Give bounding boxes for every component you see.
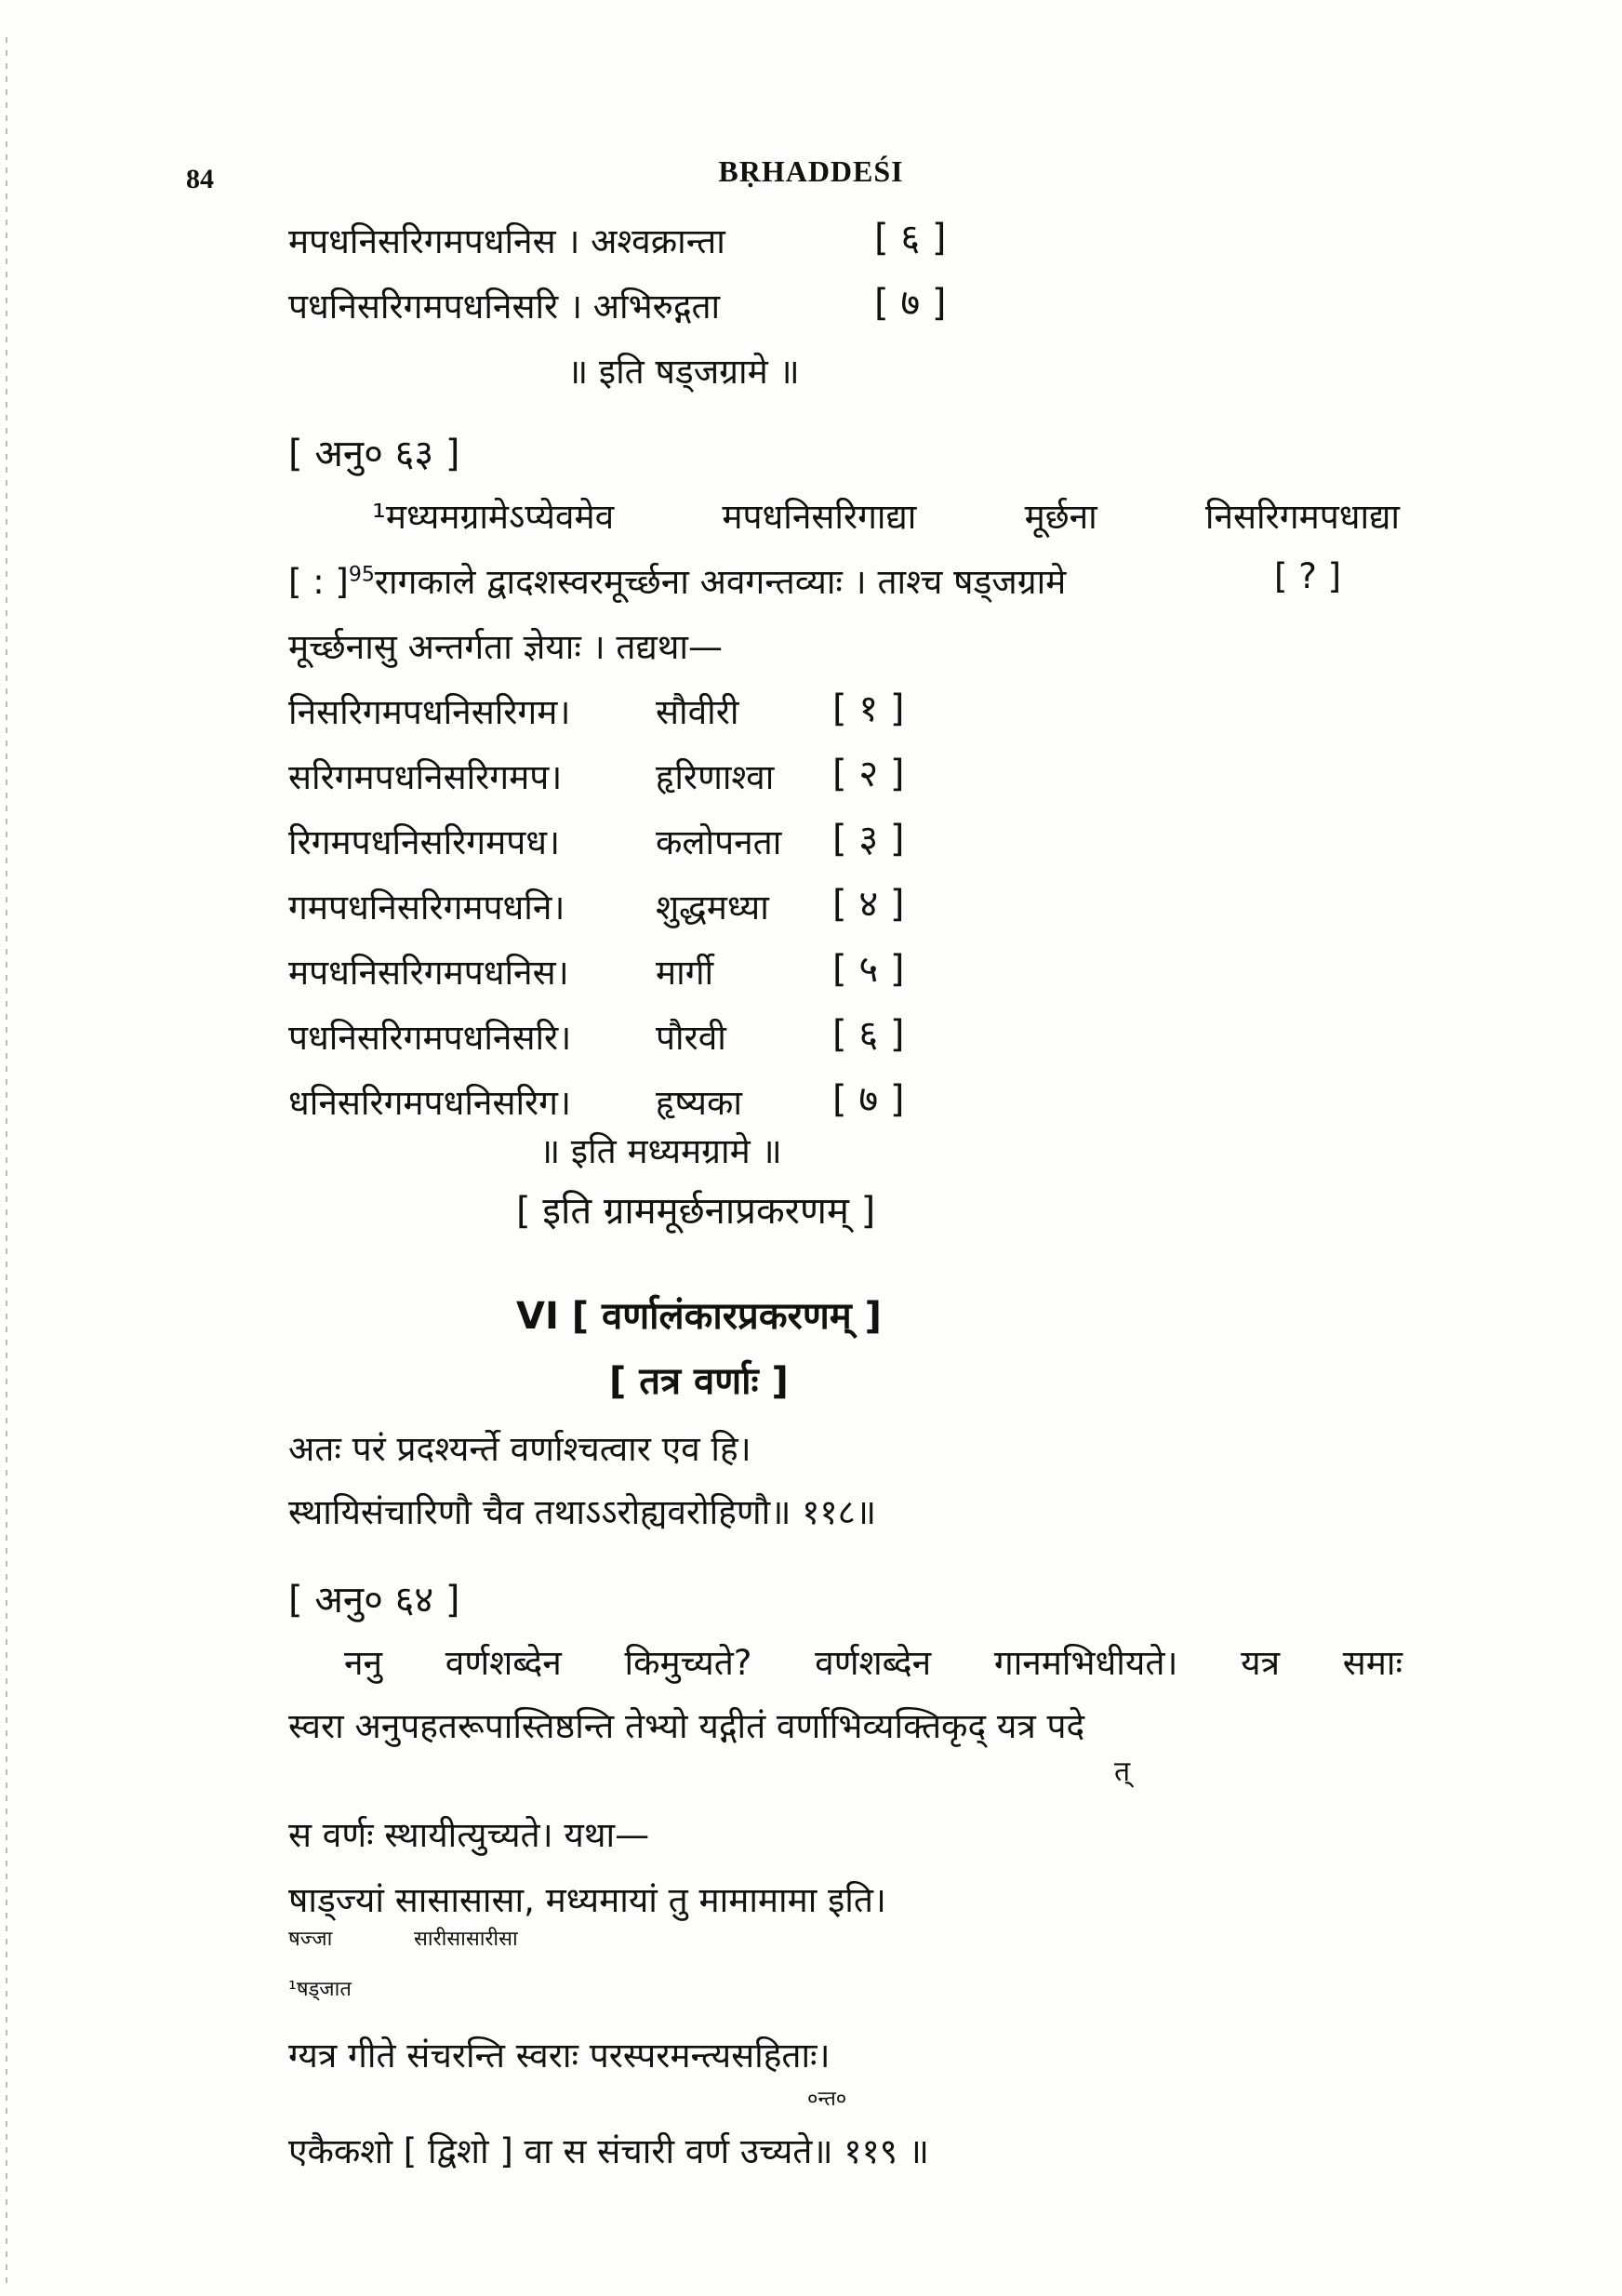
footnote-ref-95: 95 <box>348 563 375 587</box>
murchhana-number-7: [ ७ ] <box>874 282 947 325</box>
murchhana-name: कलोपनता <box>656 822 782 862</box>
scan-edge-line <box>6 37 7 2289</box>
paragraph-line-4 <box>344 1637 1403 1685</box>
page-number: 84 <box>186 164 214 194</box>
murchhana-number: [ ३ ] <box>832 818 905 861</box>
paragraph-line-5: स्वरा अनुपहतरूपास्तिष्ठन्ति तेभ्यो यद्गीतं वर्णाभिव्यक्तिकृद् यत्र पदे <box>288 1706 1085 1746</box>
murchhana-notes: गमपधनिसरिगमपधनि। <box>288 888 565 928</box>
variant-note-a: षज्जा <box>288 1928 333 1951</box>
murchhana-number: [ ५ ] <box>832 948 905 991</box>
paragraph-word: वर्णशब्देन <box>815 1643 932 1683</box>
paragraph-word: यत्र <box>1241 1643 1281 1683</box>
paragraph-word: गानमभिधीयते। <box>993 1643 1178 1683</box>
murchhana-notes: रिगमपधनिसरिगमपध। <box>288 822 561 862</box>
murchhana-line-7: पधनिसरिगमपधनिसरि । अभिरुद्गता <box>288 287 721 327</box>
murchhana-notes: निसरिगमपधनिसरिगम। <box>288 692 571 732</box>
murchhana-notes: पधनिसरिगमपधनिसरि। <box>288 1018 572 1058</box>
murchhana-number: [ १ ] <box>832 687 905 730</box>
verse-118-line-2: स्थायिसंचारिणौ चैव तथाऽऽरोह्यवरोहिणौ॥ ११८॥ <box>288 1492 877 1532</box>
verse-119-line-1: ग्यत्र गीते संचरन्ति स्वराः परस्परमन्त्यसहिताः। <box>288 2036 831 2076</box>
murchhana-notes: सरिगमपधनिसरिगमप। <box>288 757 563 797</box>
paragraph-word: ननु <box>344 1643 383 1683</box>
paragraph-word: मूर्छना <box>1024 497 1097 537</box>
paragraph-word: समाः <box>1342 1643 1403 1683</box>
section-title: VI [ वर्णालंकारप्रकरणम् ] <box>516 1295 882 1338</box>
end-shadja-grama: ॥ इति षड्जग्रामे ॥ <box>567 352 800 392</box>
verse-119-line-2: एकैकशो [ द्विशो ] वा स संचारी वर्ण उच्यते॥ ११९ ॥ <box>288 2131 929 2171</box>
paragraph-word: निसरिगमपधाद्या <box>1204 497 1400 537</box>
murchhana-number-6: [ ६ ] <box>874 217 947 260</box>
footnote-1: ¹षड्जात <box>288 1978 352 2001</box>
paragraph-line-6: स वर्णः स्थायीत्युच्यते। यथा— <box>288 1815 650 1855</box>
subsection-title: [ तत्र वर्णाः ] <box>609 1360 789 1403</box>
murchhana-line-6: मपधनिसरिगमपधनिस । अश्वक्रान्ता <box>288 221 725 261</box>
variant-note-b: सारीसासारीसा <box>414 1928 518 1951</box>
paragraph-word: मपधनिसरिगाद्या <box>722 497 917 537</box>
murchhana-name: पौरवी <box>656 1018 726 1058</box>
paragraph-line-1 <box>372 491 1400 539</box>
paragraph-word: वर्णशब्देन <box>445 1643 562 1683</box>
paragraph-word: ¹मध्यमग्रामेऽप्येवमेव <box>372 497 615 537</box>
paragraph-text: रागकाले द्वादशस्वरमूर्च्छना अवगन्तव्याः । ताश्च षड्जग्रामे <box>374 562 1067 602</box>
murchhana-number: [ २ ] <box>832 753 905 795</box>
murchhana-name: मार्गी <box>656 953 714 993</box>
anuccheda-63-label: [ अनु० ६३ ] <box>288 433 460 475</box>
murchhana-notes: धनिसरिगमपधनिसरिग। <box>288 1083 572 1123</box>
paragraph-word: किमुच्यते? <box>624 1643 752 1683</box>
murchhana-name: शुद्धमध्या <box>656 888 769 928</box>
lacuna-bracket: [ : ] <box>288 562 349 602</box>
murchhana-name: हृरिणाश्वा <box>656 757 775 797</box>
murchhana-number: [ ७ ] <box>832 1078 905 1121</box>
paragraph-line-3: मूर्च्छनासु अन्तर्गता ज्ञेयाः । तद्यथा— <box>288 627 723 667</box>
running-header: BṚHADDEŚI <box>718 154 904 188</box>
verse-119-variant-note: ०न्त० <box>807 2088 847 2111</box>
murchhana-name: हृष्यका <box>656 1083 742 1123</box>
murchhana-number: [ ४ ] <box>832 883 905 926</box>
paragraph-line-7: षाड्ज्यां सासासासा, मध्यमायां तु मामामामा इति। <box>288 1880 886 1920</box>
paragraph-line-2 <box>288 556 1404 604</box>
murchhana-name: सौवीरी <box>656 692 739 732</box>
end-prakarana: [ इति ग्राममूर्छनाप्रकरणम् ] <box>516 1190 876 1233</box>
end-madhyama-grama: ॥ इति मध्यमग्रामे ॥ <box>539 1131 782 1171</box>
lacuna-bracket-query: [ ? ] <box>1274 556 1342 596</box>
anuccheda-64-label: [ अनु० ६४ ] <box>288 1579 460 1622</box>
variant-reading-note: त् <box>1114 1755 1131 1788</box>
murchhana-notes: मपधनिसरिगमपधनिस। <box>288 953 569 993</box>
murchhana-number: [ ६ ] <box>832 1013 905 1056</box>
verse-118-line-1: अतः परं प्रदश्यर्न्ते वर्णाश्चत्वार एव हि। <box>288 1429 751 1469</box>
